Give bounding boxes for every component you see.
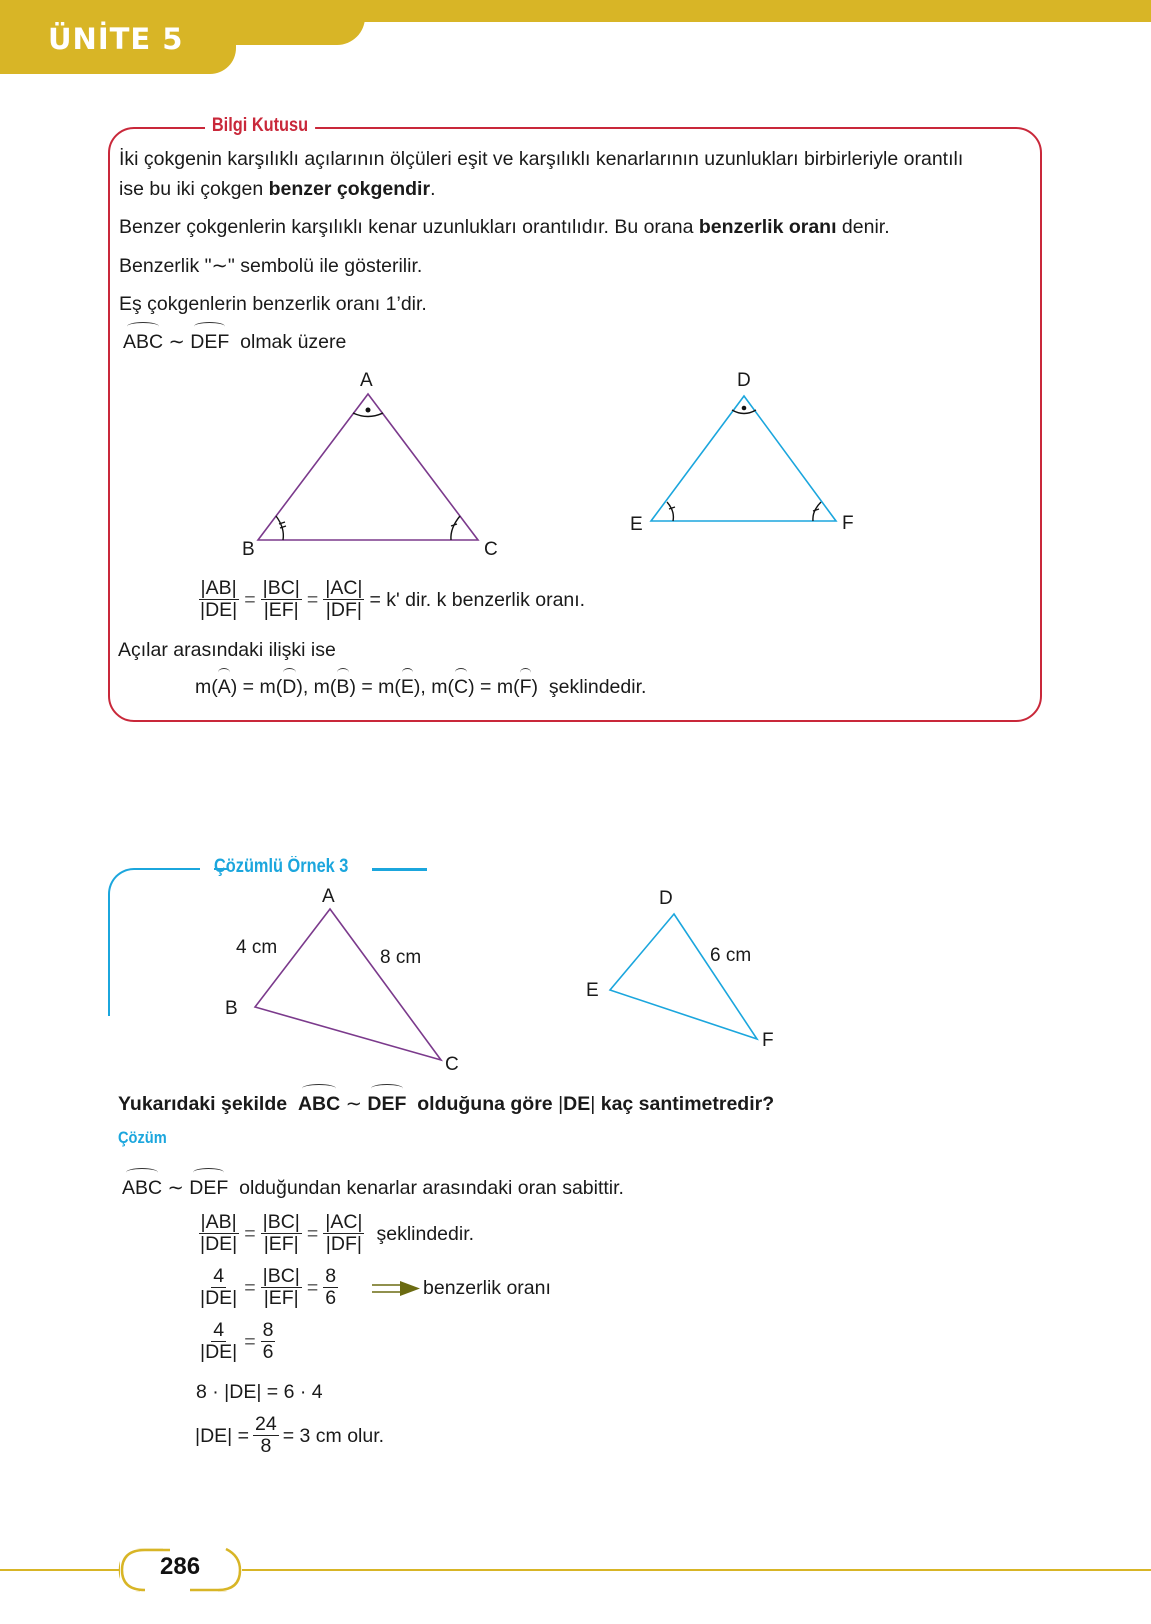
vertex-label: E <box>586 980 599 1001</box>
denominator: |DF| <box>325 1233 362 1255</box>
vertex-label: C <box>445 1054 459 1075</box>
angle: C <box>454 673 468 701</box>
angle-def: DEF <box>190 328 229 356</box>
numerator: |AC| <box>325 577 363 599</box>
denominator: |DF| <box>325 599 362 621</box>
text: |DE| = <box>195 1424 250 1447</box>
text: ise bu iki çokgen <box>119 178 269 200</box>
vertex-label: A <box>360 370 373 391</box>
numerator: 24 <box>255 1413 277 1435</box>
vertex-label: D <box>737 370 751 391</box>
angles-equation: m(A) = m(D), m(B) = m(E), m(C) = m(F) şeklindedir. <box>195 673 646 701</box>
text: denir. <box>836 216 890 238</box>
denominator: |DE| <box>200 1287 238 1309</box>
m: m <box>259 676 276 698</box>
denominator: 6 <box>262 1341 274 1363</box>
numerator: |AB| <box>200 1211 237 1233</box>
text: şeklindedir. <box>548 676 647 698</box>
vertex-label: D <box>659 888 673 909</box>
denominator: |DE| <box>200 1341 238 1363</box>
text: = 3 cm olur. <box>282 1424 385 1447</box>
unit-title: ÜNİTE 5 <box>48 22 184 56</box>
solution-line4: $\frac{4}{|DE|}$ = $\frac{8}{6}$ <box>200 1319 274 1363</box>
vertex-label: A <box>322 886 335 907</box>
numerator: 4 <box>213 1319 225 1341</box>
side-length-df: 6 cm <box>710 945 752 966</box>
angle: A <box>218 673 231 701</box>
m: m <box>313 676 330 698</box>
page-number: 286 <box>160 1553 201 1580</box>
denominator: |DE| <box>200 1233 238 1255</box>
vertex-label: B <box>225 998 238 1019</box>
numerator: 4 <box>213 1265 225 1287</box>
denominator: |DE| <box>200 599 238 621</box>
sim-symbol: ∼ <box>167 1177 184 1199</box>
vertex-label: F <box>762 1030 774 1051</box>
angle: F <box>520 673 532 701</box>
vertex-label: B <box>242 539 255 560</box>
arrow-label: benzerlik oranı <box>423 1277 551 1299</box>
m: m <box>378 676 395 698</box>
m: m <box>195 676 212 698</box>
vertex-label: F <box>842 513 854 534</box>
text: olduğuna göre <box>417 1093 553 1115</box>
numerator: |BC| <box>262 1265 300 1287</box>
solution-line5: 8 · |DE| = 6 · 4 <box>196 1381 323 1403</box>
angles-intro: Açılar arasındaki ilişki ise <box>118 639 336 661</box>
abs-value: DE <box>563 1093 591 1115</box>
info-para1a: İki çokgenin karşılıklı açılarının ölçüleri eşit ve karşılıklı kenarlarının uzunlukları birbirleriyle orantılı <box>119 148 964 170</box>
ratio-suffix: = k' dir. k benzerlik oranı. <box>369 588 586 611</box>
denominator: |EF| <box>263 1233 299 1255</box>
angle: D <box>282 673 296 701</box>
m: m <box>431 676 448 698</box>
angle-def: DEF <box>189 1174 228 1202</box>
text: Benzer çokgenlerin karşılıklı kenar uzunlukları orantılıdır. Bu orana <box>119 216 699 238</box>
text: . <box>430 178 436 200</box>
numerator: |BC| <box>262 577 300 599</box>
numerator: 8 <box>325 1265 337 1287</box>
solution-line3: $\frac{4}{|DE|}$ = $\frac{|BC|}{|EF|}$ = $\frac{8}{6}$ <box>200 1265 337 1309</box>
equals: = <box>244 588 256 611</box>
text: olmak üzere <box>240 331 347 353</box>
angle-def: DEF <box>367 1090 406 1118</box>
numerator: 8 <box>262 1319 274 1341</box>
sim-symbol: ∼ <box>345 1093 362 1115</box>
equals: = <box>306 588 319 611</box>
denominator: |EF| <box>263 599 299 621</box>
text: kaç santimetredir? <box>600 1093 775 1115</box>
text: olduğundan kenarlar arasındaki oran sabittir. <box>239 1177 624 1199</box>
solution-label: Çözüm <box>118 1128 167 1147</box>
denominator: 8 <box>260 1435 272 1457</box>
numerator: |BC| <box>262 1211 300 1233</box>
bold-term: benzer çokgendir <box>268 178 431 200</box>
angle: B <box>336 673 349 701</box>
vertex-label: C <box>484 539 498 560</box>
angle: E <box>401 673 414 701</box>
example-title: Çözümlü Örnek 3 <box>214 856 349 877</box>
bold-term: benzerlik oranı <box>698 216 837 238</box>
side-length-ac: 8 cm <box>380 947 422 968</box>
info-para4: Eş çokgenlerin benzerlik oranı 1’dir. <box>119 293 427 315</box>
m: m <box>496 676 514 698</box>
angle-abc: ABC <box>122 1174 162 1202</box>
numerator: |AB| <box>200 577 237 599</box>
angle-abc: ABC <box>123 328 163 356</box>
vertex-label: E <box>630 514 643 535</box>
text: şeklindedir. <box>376 1222 475 1245</box>
sim-symbol: ∼ <box>168 331 185 353</box>
denominator: 6 <box>325 1287 337 1309</box>
solution-line2: $\frac{|AB|}{|DE|}$ = $\frac{|BC|}{|EF|}$ = $\frac{|AC|}{|DF|}$ şeklindedir. <box>200 1211 475 1255</box>
info-para3: Benzerlik "∼" sembolü ile gösterilir. <box>119 255 423 277</box>
numerator: |AC| <box>325 1211 363 1233</box>
denominator: |EF| <box>263 1287 299 1309</box>
info-box-title: Bilgi Kutusu <box>205 115 315 137</box>
text: Yukarıdaki şekilde <box>118 1093 288 1115</box>
angle-abc: ABC <box>298 1090 340 1118</box>
question: Yukarıdaki şekilde ABC ∼ DEF olduğuna göre |DE| kaç santimetredir? <box>118 1090 774 1118</box>
side-length-ab: 4 cm <box>236 937 278 958</box>
